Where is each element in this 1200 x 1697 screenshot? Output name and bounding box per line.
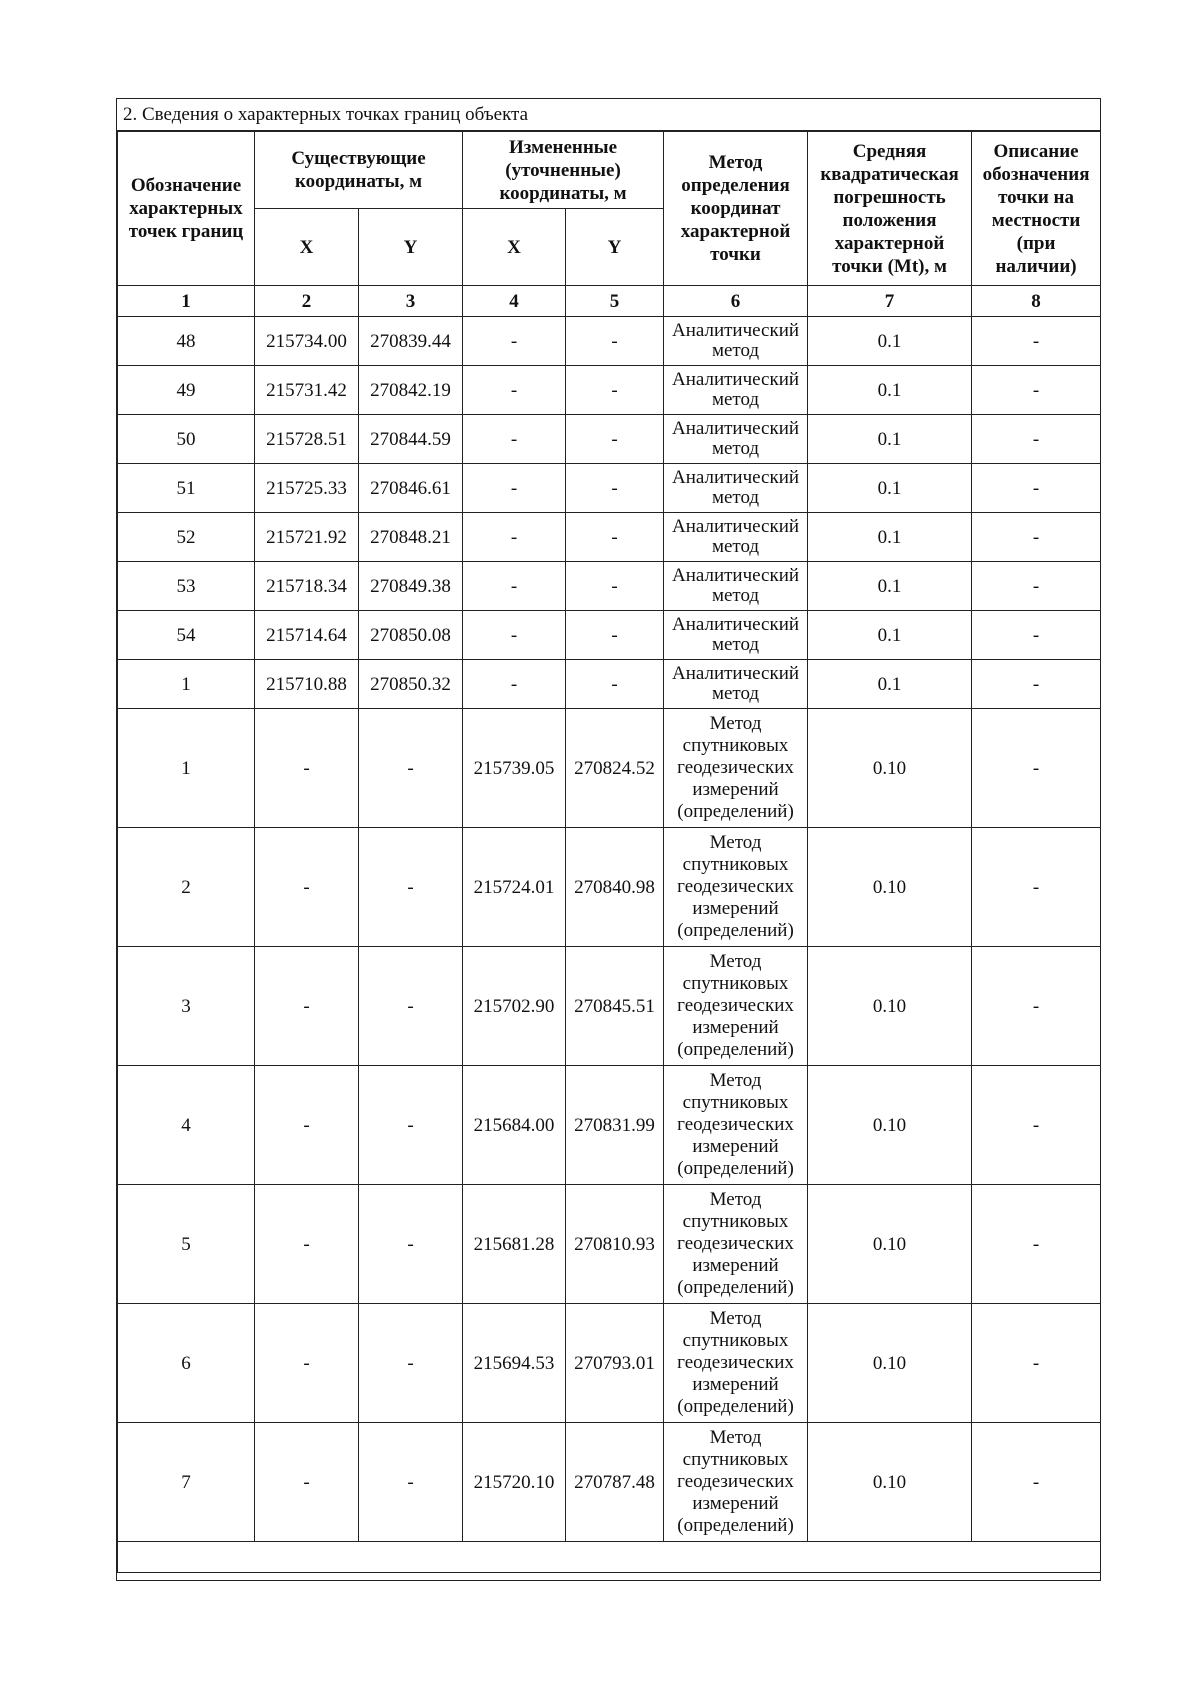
existing-y-cell: -	[359, 828, 463, 947]
existing-x-cell: -	[255, 828, 359, 947]
changed-x-cell: -	[463, 317, 566, 366]
table-row	[118, 709, 1101, 828]
changed-y-cell: 270787.48	[566, 1423, 664, 1542]
description-cell: -	[972, 562, 1101, 611]
point-cell: 1	[118, 660, 255, 709]
existing-x-cell: -	[255, 1423, 359, 1542]
document-sheet	[116, 98, 1101, 1581]
method-cell: Метод спутниковых геодезических измерений (определений)	[664, 1066, 808, 1185]
column-number: 2	[255, 286, 359, 317]
existing-y-cell: 270849.38	[359, 562, 463, 611]
existing-x-cell: -	[255, 1304, 359, 1423]
changed-x-cell: -	[463, 660, 566, 709]
method-cell: Аналитический метод	[664, 415, 808, 464]
accuracy-cell: 0.10	[808, 828, 972, 947]
existing-y-cell: -	[359, 1066, 463, 1185]
point-cell: 50	[118, 415, 255, 464]
changed-x-cell: 215684.00	[463, 1066, 566, 1185]
existing-x-cell: 215725.33	[255, 464, 359, 513]
accuracy-cell: 0.10	[808, 1423, 972, 1542]
existing-x-cell: 215714.64	[255, 611, 359, 660]
method-cell: Аналитический метод	[664, 660, 808, 709]
point-cell: 54	[118, 611, 255, 660]
accuracy-cell: 0.1	[808, 611, 972, 660]
method-cell: Аналитический метод	[664, 317, 808, 366]
table-row	[118, 947, 1101, 1066]
existing-y-cell: 270848.21	[359, 513, 463, 562]
accuracy-cell: 0.1	[808, 562, 972, 611]
description-cell: -	[972, 611, 1101, 660]
changed-y-cell: -	[566, 366, 664, 415]
changed-x-cell: 215720.10	[463, 1423, 566, 1542]
changed-y-cell: 270810.93	[566, 1185, 664, 1304]
point-cell: 48	[118, 317, 255, 366]
existing-x-cell: 215728.51	[255, 415, 359, 464]
existing-x-cell: -	[255, 1066, 359, 1185]
description-cell: -	[972, 1423, 1101, 1542]
existing-x-cell: -	[255, 947, 359, 1066]
changed-y-cell: -	[566, 562, 664, 611]
point-cell: 5	[118, 1185, 255, 1304]
point-cell: 49	[118, 366, 255, 415]
column-number: 6	[664, 286, 808, 317]
changed-x-cell: -	[463, 366, 566, 415]
table-row	[118, 562, 1101, 611]
description-cell: -	[972, 828, 1101, 947]
point-cell: 7	[118, 1423, 255, 1542]
header-point-designation: Обозначение характерных точек границ	[118, 132, 255, 286]
existing-y-cell: -	[359, 1304, 463, 1423]
method-cell: Аналитический метод	[664, 513, 808, 562]
column-number: 4	[463, 286, 566, 317]
changed-y-cell: -	[566, 464, 664, 513]
column-number: 1	[118, 286, 255, 317]
table-row	[118, 1423, 1101, 1542]
column-number: 8	[972, 286, 1101, 317]
accuracy-cell: 0.10	[808, 1066, 972, 1185]
method-cell: Аналитический метод	[664, 611, 808, 660]
table-row	[118, 660, 1101, 709]
existing-y-cell: 270839.44	[359, 317, 463, 366]
existing-y-cell: 270842.19	[359, 366, 463, 415]
header-existing-coords: Существующие координаты, м	[255, 132, 463, 209]
column-number: 7	[808, 286, 972, 317]
table-row	[118, 415, 1101, 464]
changed-y-cell: -	[566, 660, 664, 709]
point-cell: 1	[118, 709, 255, 828]
changed-x-cell: 215681.28	[463, 1185, 566, 1304]
changed-x-cell: 215702.90	[463, 947, 566, 1066]
changed-x-cell: -	[463, 513, 566, 562]
description-cell: -	[972, 513, 1101, 562]
existing-x-cell: -	[255, 709, 359, 828]
header-changed-y: Y	[566, 209, 664, 286]
point-cell: 3	[118, 947, 255, 1066]
column-number: 3	[359, 286, 463, 317]
accuracy-cell: 0.1	[808, 513, 972, 562]
accuracy-cell: 0.1	[808, 317, 972, 366]
existing-y-cell: -	[359, 709, 463, 828]
changed-y-cell: 270840.98	[566, 828, 664, 947]
description-cell: -	[972, 1304, 1101, 1423]
description-cell: -	[972, 947, 1101, 1066]
accuracy-cell: 0.10	[808, 1304, 972, 1423]
changed-x-cell: -	[463, 415, 566, 464]
empty-cell	[118, 1542, 1101, 1573]
description-cell: -	[972, 660, 1101, 709]
table-row	[118, 1185, 1101, 1304]
changed-y-cell: 270845.51	[566, 947, 664, 1066]
description-cell: -	[972, 415, 1101, 464]
table-row	[118, 611, 1101, 660]
accuracy-cell: 0.10	[808, 709, 972, 828]
empty-table-row	[118, 1542, 1101, 1573]
existing-x-cell: 215721.92	[255, 513, 359, 562]
changed-y-cell: -	[566, 513, 664, 562]
accuracy-cell: 0.1	[808, 464, 972, 513]
existing-x-cell: 215718.34	[255, 562, 359, 611]
table-row	[118, 464, 1101, 513]
changed-y-cell: -	[566, 317, 664, 366]
header-method: Метод определения координат характерной точки	[664, 132, 808, 286]
method-cell: Метод спутниковых геодезических измерений (определений)	[664, 709, 808, 828]
table-row	[118, 1304, 1101, 1423]
existing-y-cell: -	[359, 1185, 463, 1304]
point-cell: 52	[118, 513, 255, 562]
accuracy-cell: 0.1	[808, 366, 972, 415]
method-cell: Метод спутниковых геодезических измерений (определений)	[664, 1423, 808, 1542]
changed-x-cell: -	[463, 562, 566, 611]
header-existing-x: X	[255, 209, 359, 286]
coordinates-table	[117, 131, 1101, 1573]
point-cell: 53	[118, 562, 255, 611]
description-cell: -	[972, 709, 1101, 828]
changed-y-cell: 270831.99	[566, 1066, 664, 1185]
existing-y-cell: 270850.32	[359, 660, 463, 709]
header-accuracy: Средняя квадратическая погрешность положения характерной точки (Mt), м	[808, 132, 972, 286]
changed-y-cell: 270793.01	[566, 1304, 664, 1423]
table-row	[118, 317, 1101, 366]
description-cell: -	[972, 317, 1101, 366]
method-cell: Метод спутниковых геодезических измерений (определений)	[664, 1304, 808, 1423]
table-row	[118, 513, 1101, 562]
existing-y-cell: 270850.08	[359, 611, 463, 660]
header-changed-x: X	[463, 209, 566, 286]
changed-y-cell: -	[566, 611, 664, 660]
description-cell: -	[972, 1185, 1101, 1304]
changed-x-cell: -	[463, 611, 566, 660]
table-row	[118, 366, 1101, 415]
method-cell: Метод спутниковых геодезических измерений (определений)	[664, 1185, 808, 1304]
point-cell: 51	[118, 464, 255, 513]
changed-x-cell: -	[463, 464, 566, 513]
changed-x-cell: 215724.01	[463, 828, 566, 947]
accuracy-cell: 0.10	[808, 1185, 972, 1304]
changed-y-cell: 270824.52	[566, 709, 664, 828]
existing-x-cell: 215731.42	[255, 366, 359, 415]
section-title: 2. Сведения о характерных точках границ объекта	[117, 99, 1100, 131]
method-cell: Аналитический метод	[664, 366, 808, 415]
description-cell: -	[972, 1066, 1101, 1185]
changed-x-cell: 215739.05	[463, 709, 566, 828]
table-row	[118, 828, 1101, 947]
header-changed-coords: Измененные (уточненные) координаты, м	[463, 132, 664, 209]
accuracy-cell: 0.1	[808, 415, 972, 464]
method-cell: Аналитический метод	[664, 464, 808, 513]
changed-x-cell: 215694.53	[463, 1304, 566, 1423]
point-cell: 6	[118, 1304, 255, 1423]
existing-x-cell: -	[255, 1185, 359, 1304]
table-row	[118, 1066, 1101, 1185]
description-cell: -	[972, 366, 1101, 415]
point-cell: 2	[118, 828, 255, 947]
changed-y-cell: -	[566, 415, 664, 464]
point-cell: 4	[118, 1066, 255, 1185]
method-cell: Метод спутниковых геодезических измерений (определений)	[664, 828, 808, 947]
accuracy-cell: 0.1	[808, 660, 972, 709]
header-description: Описание обозначения точки на местности (при наличии)	[972, 132, 1101, 286]
description-cell: -	[972, 464, 1101, 513]
existing-x-cell: 215734.00	[255, 317, 359, 366]
column-number: 5	[566, 286, 664, 317]
existing-y-cell: 270844.59	[359, 415, 463, 464]
existing-y-cell: -	[359, 947, 463, 1066]
method-cell: Метод спутниковых геодезических измерений (определений)	[664, 947, 808, 1066]
header-existing-y: Y	[359, 209, 463, 286]
accuracy-cell: 0.10	[808, 947, 972, 1066]
existing-y-cell: 270846.61	[359, 464, 463, 513]
existing-y-cell: -	[359, 1423, 463, 1542]
existing-x-cell: 215710.88	[255, 660, 359, 709]
method-cell: Аналитический метод	[664, 562, 808, 611]
